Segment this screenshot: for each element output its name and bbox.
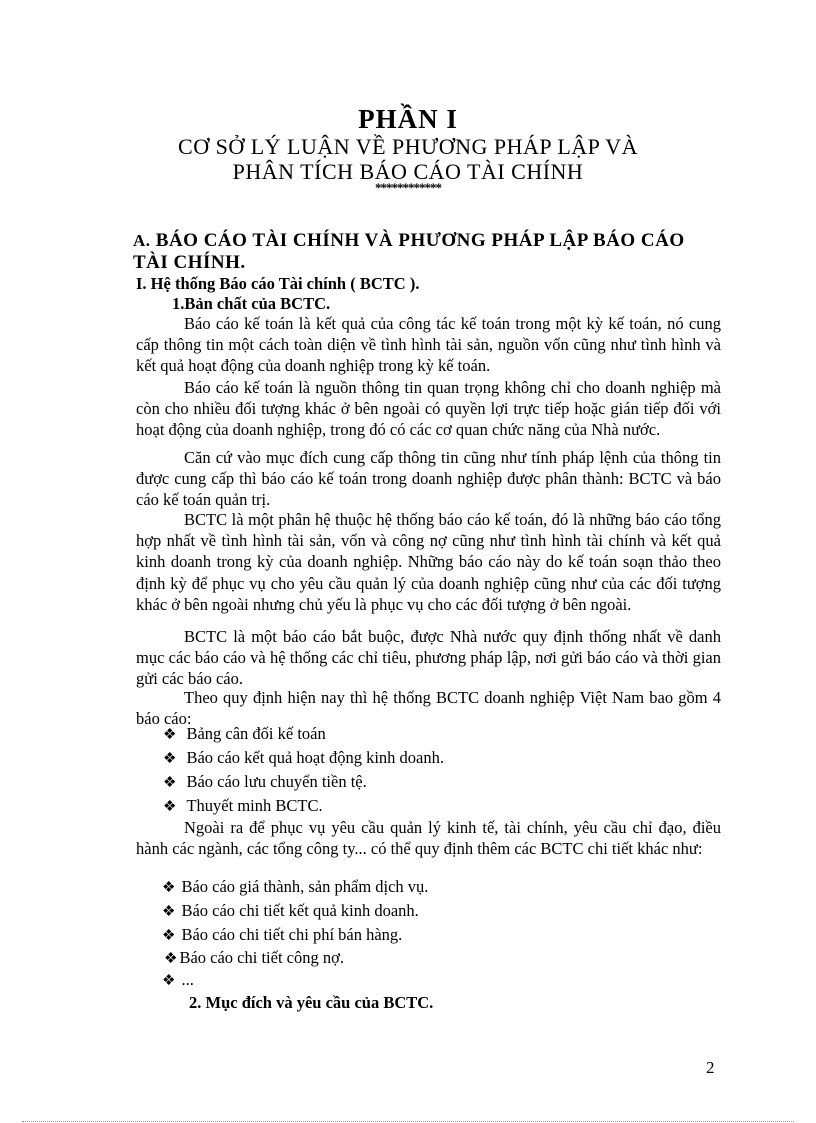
paragraph-7: Ngoài ra để phục vụ yêu cầu quản lý kinh tế, tài chính, yêu cầu chỉ đạo, điều hành các ngành, các tổng công ty... có thể quy định thêm các BCTC chi tiết khác như: xyxy=(136,818,721,859)
paragraph-2: Báo cáo kế toán là nguồn thông tin quan trọng không chỉ cho doanh nghiệp mà còn cho nhiều đối tượng khác ở bên ngoài có quyền lợi trực tiếp hoặc gián tiếp đối với hoạt động của doanh nghiệp, trong đó có các cơ quan chức năng của Nhà nước. xyxy=(136,378,721,440)
chapter-subtitle-line1: CƠ SỞ LÝ LUẬN VỀ PHƯƠNG PHÁP LẬP VÀ xyxy=(178,134,638,159)
diamond-bullet-icon: ❖ xyxy=(163,775,177,791)
diamond-bullet-icon: ❖ xyxy=(163,727,177,743)
heading-1: 1.Bản chất của BCTC. xyxy=(172,294,331,313)
heading-2: 2. Mục đích và yêu cầu của BCTC. xyxy=(189,993,434,1012)
part-title: PHẦN I xyxy=(358,104,458,134)
diamond-bullet-icon: ❖ xyxy=(162,973,176,989)
list-item: ❖ Báo cáo chi tiết công nợ. xyxy=(164,948,344,967)
list-item: ❖ Báo cáo lưu chuyển tiền tệ. xyxy=(163,772,367,791)
chapter-subtitle-line2: PHÂN TÍCH BÁO CÁO TÀI CHÍNH xyxy=(232,159,584,184)
list-item: ❖ Thuyết minh BCTC. xyxy=(163,796,323,815)
list-item: ❖ Báo cáo chi tiết chi phí bán hàng. xyxy=(162,925,403,944)
list-item: ❖ ... xyxy=(162,970,194,989)
diamond-bullet-icon: ❖ xyxy=(162,904,176,920)
diamond-bullet-icon: ❖ xyxy=(164,951,178,967)
paragraph-1: Báo cáo kế toán là kết quả của công tác kế toán trong một kỳ kế toán, nó cung cấp thông tin một cách toàn diện về tình hình tài sản, nguồn vốn cũng như tình hình và kết quả hoạt động của doanh nghiệp trong kỳ kế toán. xyxy=(136,314,721,376)
section-a-label: A. xyxy=(133,231,151,250)
paragraph-4: BCTC là một phân hệ thuộc hệ thống báo cáo kế toán, đó là những báo cáo tổng hợp nhất về tình hình tài sản, vốn và công nợ cũng như tình hình tài chính và kết quả kinh doanh trong kỳ của doanh nghiệp. Những báo cáo này do kế toán soạn thảo theo định kỳ để phục vụ cho yêu cầu quản lý của doanh nghiệp cũng như của các đối tượng khác ở bên ngoài nhưng chủ yếu là phục vụ cho các đối tượng ở bên ngoài. xyxy=(136,510,721,614)
section-a-heading xyxy=(133,230,723,274)
list-item: ❖ Báo cáo giá thành, sản phẩm dịch vụ. xyxy=(162,877,429,896)
list-item: ❖ Báo cáo chi tiết kết quả kinh doanh. xyxy=(162,901,419,920)
diamond-bullet-icon: ❖ xyxy=(162,928,176,944)
heading-i: I. Hệ thống Báo cáo Tài chính ( BCTC ). xyxy=(136,274,420,293)
paragraph-5: BCTC là một báo cáo bắt buộc, được Nhà nước quy định thống nhất về danh mục các báo cáo và hệ thống các chỉ tiêu, phương pháp lập, nơi gửi báo cáo và thời gian gửi các báo cáo. xyxy=(136,627,721,689)
paragraph-6: Theo quy định hiện nay thì hệ thống BCTC doanh nghiệp Việt Nam bao gồm 4 báo cáo: xyxy=(136,688,721,729)
list-item: ❖ Báo cáo kết quả hoạt động kinh doanh. xyxy=(163,748,444,767)
paragraph-3: Căn cứ vào mục đích cung cấp thông tin cũng như tính pháp lệnh của thông tin được cung cấp thì báo cáo kế toán trong doanh nghiệp được phân thành: BCTC và báo cáo kế toán quản trị. xyxy=(136,448,721,510)
diamond-bullet-icon: ❖ xyxy=(162,880,176,896)
diamond-bullet-icon: ❖ xyxy=(163,751,177,767)
page-divider xyxy=(22,1121,794,1122)
decorative-stars: ************ xyxy=(375,180,441,195)
section-a-title: BÁO CÁO TÀI CHÍNH VÀ PHƯƠNG PHÁP LẬP BÁO CÁO TÀI CHÍNH. xyxy=(133,230,685,273)
page-number: 2 xyxy=(706,1058,715,1077)
list-item: ❖ Bảng cân đối kế toán xyxy=(163,724,326,743)
diamond-bullet-icon: ❖ xyxy=(163,799,177,815)
